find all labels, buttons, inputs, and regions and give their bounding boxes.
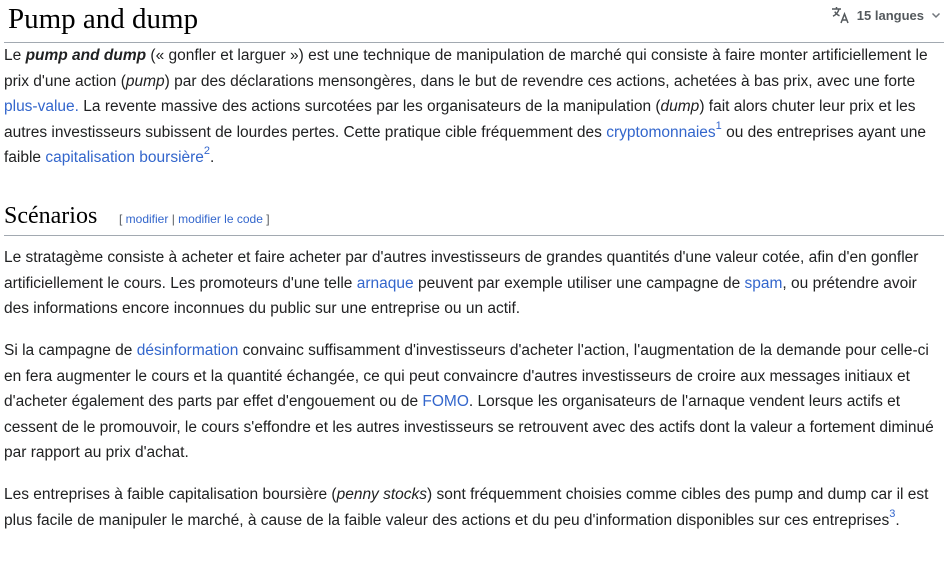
link-fomo[interactable]: FOMO: [422, 393, 469, 410]
intro-term: pump and dump: [25, 47, 147, 64]
edit-section-links: [119, 212, 270, 226]
section-heading-row: [4, 199, 944, 236]
edit-link[interactable]: modifier: [125, 212, 169, 226]
page-title: Pump and dump: [8, 3, 199, 35]
paragraph-text: , ou prétendre avoir des informations encore inconnues du public sur une entreprise ou un actif.: [4, 274, 917, 317]
paragraph-text: ) sont fréquemment choisies comme cibles des pump and dump car il est plus facile de manipuler le marché, à cause de la faible valeur des actions et du peu d'information disponibles sur ces entreprises: [4, 486, 929, 529]
intro-text: Le: [4, 47, 26, 64]
paragraph-text: .: [895, 511, 900, 529]
intro-text: ou des entreprises ayant une faible: [4, 123, 926, 166]
chevron-down-icon: [930, 9, 942, 21]
link-spam[interactable]: spam: [744, 274, 783, 292]
pump-term: pump: [125, 72, 165, 90]
intro-text: La revente massive des actions surcotées par les organisateurs de la manipulation (: [78, 98, 661, 115]
paragraph-text: convainc suffisamment d'investisseurs d'acheter l'action, l'augmentation de la demande pour celle-ci en fera augmenter le cours et la quantité échangée, ce qui peut convaincre d'autres investisseurs de croire aux messages initiaux et d'acheter également des parts par effet d'engouement ou de: [4, 342, 929, 410]
intro-text: .: [210, 149, 215, 166]
paragraph-campaign: [4, 338, 944, 466]
dump-term: dump: [660, 98, 700, 115]
languages-button[interactable]: [831, 6, 942, 24]
link-cryptomonnaies[interactable]: cryptomonnaies: [606, 123, 716, 141]
penny-stocks-term: penny stocks: [336, 486, 428, 503]
paragraph-text: . Lorsque les organisateurs de l'arnaque vendent leurs actifs et cessent de le promouvoir, le cours s'effondre et les autres investisseurs se retrouvent avec des actifs dont la valeur a fortement diminué par rapport au prix d'achat.: [4, 393, 934, 461]
reference-link[interactable]: 1: [715, 119, 722, 132]
title-bar: [4, 0, 944, 43]
edit-code-link[interactable]: modifier le code: [178, 212, 263, 226]
separator: |: [168, 212, 179, 226]
link-desinformation[interactable]: désinformation: [136, 342, 239, 359]
intro-text: ) par des déclarations mensongères, dans le but de revendre ces actions, achetées à bas prix, avec une forte: [164, 72, 916, 90]
intro-text: ) fait alors chuter leur prix et les autres investisseurs subissent de lourdes pertes. Cette pratique cible fréquemment des: [4, 98, 916, 141]
paragraph-strategy: [4, 245, 944, 322]
paragraph-penny-stocks: [4, 482, 944, 533]
paragraph-text: Les entreprises à faible capitalisation boursière (: [4, 486, 337, 503]
reference-link[interactable]: 2: [203, 145, 211, 157]
bracket: ]: [262, 212, 270, 226]
section-title: Scénarios: [4, 203, 98, 229]
reference-link[interactable]: 3: [889, 507, 896, 520]
intro-paragraph: [4, 43, 942, 171]
intro-text: (« gonfler et larguer ») est une technique de manipulation de marché qui consiste à faire monter artificiellement le prix d'une action (: [4, 47, 928, 90]
paragraph-text: peuvent par exemple utiliser une campagne de: [413, 274, 745, 292]
link-plus-value[interactable]: plus-value.: [4, 98, 79, 115]
languages-label: 15 langues: [856, 7, 924, 23]
bracket: [: [119, 212, 126, 226]
link-arnaque[interactable]: arnaque: [356, 274, 414, 292]
paragraph-text: Le stratagème consiste à acheter et faire acheter par d'autres investisseurs de grandes quantités d'une valeur cotée, afin d'en gonfler artificiellement le cours. Les promoteurs d'une telle: [4, 249, 919, 292]
link-capitalisation-boursiere[interactable]: capitalisation boursière: [45, 149, 204, 166]
translate-icon: [831, 6, 851, 24]
paragraph-text: Si la campagne de: [4, 342, 137, 359]
